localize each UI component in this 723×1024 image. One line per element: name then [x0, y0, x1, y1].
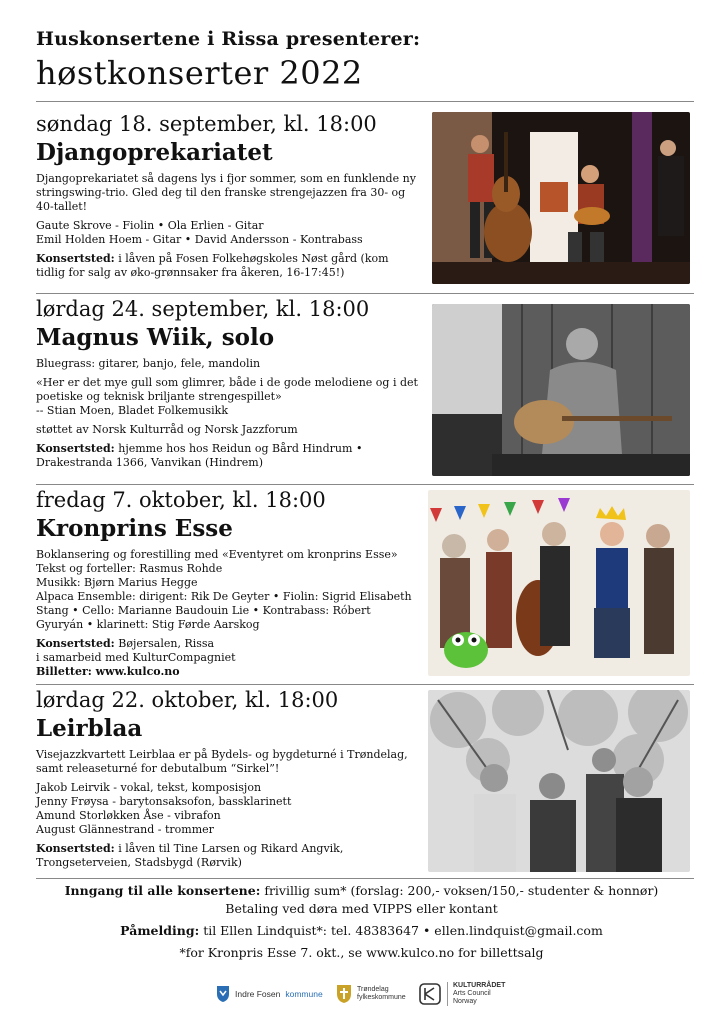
admission-label: Inngang til alle konsertene: — [64, 883, 261, 898]
lineup-line: Jakob Leirvik - vokal, tekst, komposisjon — [36, 781, 262, 794]
admission-text: frivillig sum* (forslag: 200,- voksen/150,- studenter & honnør) — [264, 883, 659, 898]
lineup-line: Gaute Skrove - Fiolin • Ola Erlien - Gitar — [36, 219, 264, 232]
lineup-line: Emil Holden Hoem - Gitar • David Andersson - Kontrabass — [36, 233, 363, 246]
signup-label: Påmelding: — [120, 923, 200, 938]
venue — [36, 842, 420, 870]
concert-date: søndag 18. september, kl. 18:00 — [36, 112, 377, 136]
signup-line — [0, 922, 723, 940]
venue-text: i låven på Fosen Folkehøgskoles Nøst gård (kom tidlig for salg av øko-grønnsaker fra åkeren, 16-17:45!) — [36, 252, 389, 279]
venue-text: hjemme hos hos Reidun og Bård Hindrum • Drakestranda 1366, Vanvikan (Hindrem) — [36, 442, 363, 469]
concert-name: Leirblaa — [36, 715, 143, 742]
trondelag-name: Trøndelag — [357, 986, 389, 993]
footnote: *for Kronpris Esse 7. okt., se www.kulco.no for billettsalg — [179, 945, 544, 960]
concert-4-photo — [428, 690, 690, 872]
tickets-line: Billetter: www.kulco.no — [36, 665, 180, 678]
lineup-line: Amund Storløkken Åse - vibrafon — [36, 809, 221, 822]
indre-fosen-logo — [216, 978, 323, 1010]
divider — [36, 684, 694, 685]
review-source: -- Stian Moen, Bladet Folkemusikk — [36, 404, 229, 417]
concert-date: lørdag 22. oktober, kl. 18:00 — [36, 688, 339, 712]
concert-2-photo — [432, 304, 690, 476]
venue — [36, 442, 420, 470]
signup-text: til Ellen Lindquist*: tel. 48383647 • ellen.lindquist@gmail.com — [203, 923, 603, 938]
presenter-line: Huskonsertene i Rissa presenterer: — [36, 28, 421, 50]
credit-line: Musikk: Bjørn Marius Hegge — [36, 576, 198, 589]
lineup-line: Jenny Frøysa - barytonsaksofon, bassklarinett — [36, 795, 292, 808]
trondelag-shield-icon — [336, 984, 352, 1004]
divider — [36, 484, 694, 485]
venue-label: Konsertsted: — [36, 842, 115, 855]
support-line: støttet av Norsk Kulturråd og Norsk Jazzforum — [36, 423, 298, 436]
logo-divider — [447, 982, 448, 1006]
indre-fosen-name: Indre Fosen — [235, 989, 281, 999]
admission-line — [0, 882, 723, 900]
venue-text: i låven til Tine Larsen og Rikard Angvik, Trongseterveien, Stadsbygd (Rørvik) — [36, 842, 344, 869]
concert-date: lørdag 24. september, kl. 18:00 — [36, 297, 370, 321]
kulturradet-en-2: Norway — [453, 998, 477, 1005]
indre-fosen-shield-icon — [216, 985, 230, 1003]
lineup-line: August Glännestrand - trommer — [36, 823, 214, 836]
venue — [36, 637, 420, 651]
venue-text: Bøjersalen, Rissa — [118, 637, 215, 650]
review-quote: «Her er det mye gull som glimrer, både i de gode melodiene og i det poetiske og teknisk briljante strengespillet» — [36, 376, 418, 403]
venue-label: Konsertsted: — [36, 252, 115, 265]
credit-line: Tekst og forteller: Rasmus Rohde — [36, 562, 223, 575]
venue-label: Konsertsted: — [36, 442, 115, 455]
concert-3-photo — [428, 490, 690, 676]
concert-1-photo — [432, 112, 690, 284]
indre-fosen-suffix: kommune — [285, 989, 323, 999]
venue — [36, 252, 420, 280]
credit-line: Alpaca Ensemble: dirigent: Rik De Geyter • Fiolin: Sigrid Elisabeth Stang • Cello: Marianne Baudouin Lie • Kontrabass: Róbert Gyuryán • klarinett: Stig Førde Aarskog — [36, 590, 412, 631]
cooperation-line: i samarbeid med KulturCompagniet — [36, 651, 236, 664]
concert-name: Kronprins Esse — [36, 515, 233, 542]
kulturradet-logo — [418, 978, 505, 1010]
concert-description: Djangoprekariatet så dagens lys i fjor sommer, som en funklende ny stringswing-trio. Gled deg til den franske strengejazzen fra 30- og 40-tallet! — [36, 172, 416, 213]
concert-date: fredag 7. oktober, kl. 18:00 — [36, 488, 326, 512]
trondelag-logo — [336, 978, 406, 1010]
concert-description: Visejazzkvartett Leirblaa er på Bydels- og bygdeturné i Trøndelag, samt releaseturné for debutalbum “Sirkel”! — [36, 748, 408, 775]
venue-label: Konsertsted: — [36, 637, 115, 650]
concert-name: Djangoprekariatet — [36, 139, 273, 166]
concert-description: Boklansering og forestilling med «Eventyret om kronprins Esse» — [36, 548, 398, 561]
sponsor-logos — [0, 978, 723, 1010]
concert-description: Bluegrass: gitarer, banjo, fele, mandolin — [36, 357, 261, 370]
kulturradet-name: KULTURRÅDET — [453, 982, 506, 989]
concert-name: Magnus Wiik, solo — [36, 324, 275, 351]
payment-line: Betaling ved døra med VIPPS eller kontant — [225, 901, 498, 916]
kulturradet-en-1: Arts Council — [453, 990, 491, 997]
poster-title: høstkonserter 2022 — [36, 54, 363, 92]
divider — [36, 878, 694, 879]
kulturradet-emblem-icon — [418, 982, 442, 1006]
divider — [36, 293, 694, 294]
divider — [36, 101, 694, 102]
trondelag-suffix: fylkeskommune — [357, 994, 406, 1001]
